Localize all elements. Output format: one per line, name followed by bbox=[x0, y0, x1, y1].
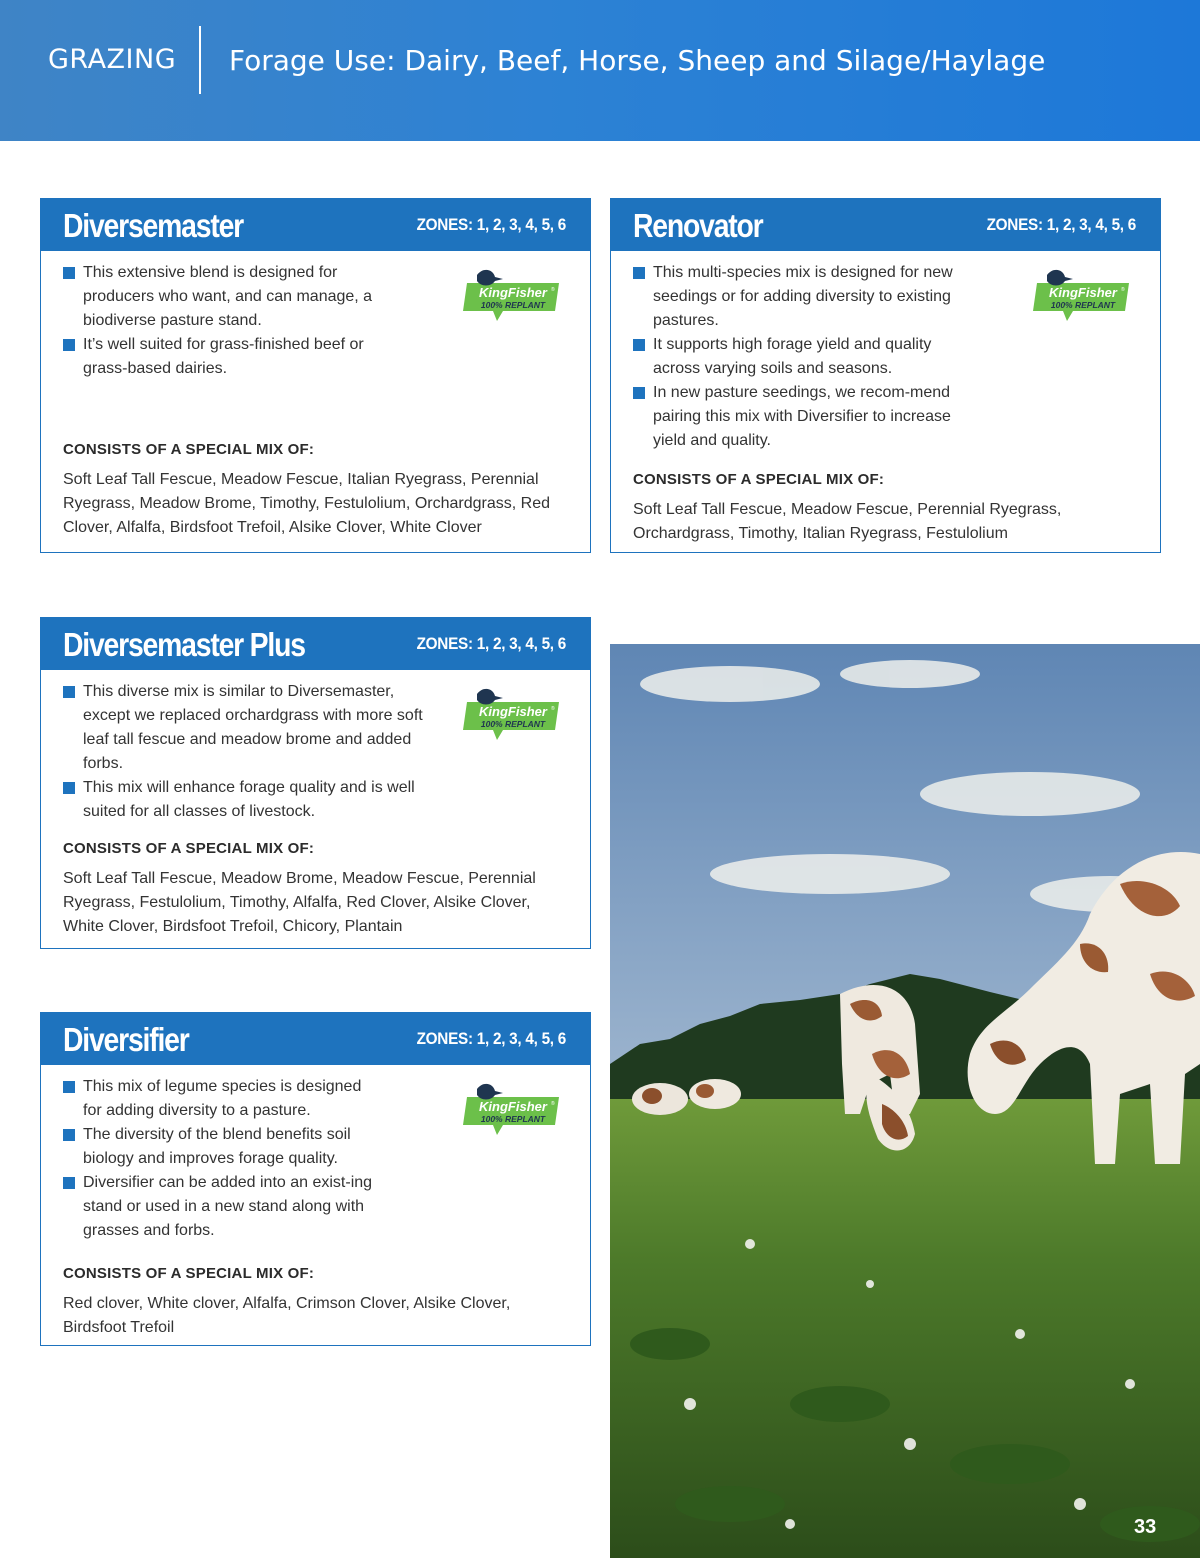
bullet-item: The diversity of the blend benefits soil biology and improves forage quality. bbox=[63, 1123, 383, 1171]
zones-label: ZONES: 1, 2, 3, 4, 5, 6 bbox=[986, 215, 1136, 234]
kingfisher-badge bbox=[1033, 265, 1133, 327]
zones-label: ZONES: 1, 2, 3, 4, 5, 6 bbox=[416, 215, 566, 234]
bullet-item: This diverse mix is similar to Diversemaster, except we replaced orchardgrass with more soft leaf tall fescue and meadow brome and added forbs. bbox=[63, 680, 433, 776]
bullet-item: Diversifier can be added into an exist-ing stand or used in a new stand along with grasses and forbs. bbox=[63, 1171, 383, 1243]
badge-tagline: 100% REPLANT bbox=[1050, 300, 1116, 310]
zones-label: ZONES: 1, 2, 3, 4, 5, 6 bbox=[416, 634, 566, 653]
bullet-list bbox=[63, 680, 433, 824]
badge-brand: KingFisher bbox=[1049, 285, 1117, 300]
header-divider bbox=[199, 26, 201, 94]
page-number: 33 bbox=[1134, 1516, 1157, 1538]
product-name: Diversemaster bbox=[63, 207, 243, 244]
card-header bbox=[41, 618, 590, 670]
cows-grazing-photo bbox=[610, 644, 1200, 1558]
product-card-diversifier bbox=[40, 1012, 591, 1346]
bullet-list bbox=[63, 1075, 383, 1243]
bullet-item: This mix will enhance forage quality and is well suited for all classes of livestock. bbox=[63, 776, 433, 824]
card-header bbox=[41, 1013, 590, 1065]
bullet-square-icon bbox=[63, 1177, 75, 1189]
mix-heading: CONSISTS OF A SPECIAL MIX OF: bbox=[63, 1265, 315, 1282]
mix-heading: CONSISTS OF A SPECIAL MIX OF: bbox=[633, 471, 885, 488]
bullet-item: This extensive blend is designed for producers who want, and can manage, a biodiverse pasture stand. bbox=[63, 261, 383, 333]
kingfisher-logo bbox=[463, 1079, 563, 1141]
kingfisher-badge bbox=[463, 684, 563, 746]
product-name: Diversifier bbox=[63, 1021, 189, 1058]
mix-species: Soft Leaf Tall Fescue, Meadow Fescue, Perennial Ryegrass, Orchardgrass, Timothy, Italian Ryegrass, Festulolium bbox=[633, 501, 1062, 542]
badge-registered-mark: ® bbox=[1121, 287, 1125, 293]
bullet-square-icon bbox=[63, 686, 75, 698]
mix-species: Soft Leaf Tall Fescue, Meadow Brome, Meadow Fescue, Perennial Ryegrass, Festulolium, Timothy, Alfalfa, Red Clover, Alsike Clover, White Clover, Birdsfoot Trefoil, Chicory, Plantain bbox=[63, 870, 536, 935]
kingfisher-logo bbox=[463, 684, 563, 746]
product-name: Renovator bbox=[633, 207, 763, 244]
header-band bbox=[0, 0, 1200, 141]
section-label: GRAZING bbox=[48, 44, 177, 75]
bullet-square-icon bbox=[633, 267, 645, 279]
bullet-square-icon bbox=[633, 339, 645, 351]
badge-registered-mark: ® bbox=[551, 706, 555, 712]
bullet-square-icon bbox=[633, 387, 645, 399]
bullet-square-icon bbox=[63, 1129, 75, 1141]
mix-heading: CONSISTS OF A SPECIAL MIX OF: bbox=[63, 441, 315, 458]
bullet-item: In new pasture seedings, we recom-mend pairing this mix with Diversifier to increase yield and quality. bbox=[633, 381, 963, 453]
page-title: Forage Use: Dairy, Beef, Horse, Sheep and Silage/Haylage bbox=[229, 44, 1046, 77]
kingfisher-logo bbox=[463, 265, 563, 327]
bullet-item: This multi-species mix is designed for new seedings or for adding diversity to existing pastures. bbox=[633, 261, 963, 333]
kingfisher-badge bbox=[463, 265, 563, 327]
product-card-diversemaster-plus bbox=[40, 617, 591, 949]
bullet-list bbox=[633, 261, 963, 453]
mix-species: Soft Leaf Tall Fescue, Meadow Fescue, Italian Ryegrass, Perennial Ryegrass, Meadow Brome, Timothy, Festulolium, Orchardgrass, Red Clover, Alfalfa, Birdsfoot Trefoil, Alsike Clover, White Clover bbox=[63, 471, 550, 536]
bullet-square-icon bbox=[63, 339, 75, 351]
badge-brand: KingFisher bbox=[479, 1099, 547, 1114]
bullet-item: This mix of legume species is designed for adding diversity to a pasture. bbox=[63, 1075, 383, 1123]
bullet-square-icon bbox=[63, 1081, 75, 1093]
mix-heading: CONSISTS OF A SPECIAL MIX OF: bbox=[63, 840, 315, 857]
badge-tagline: 100% REPLANT bbox=[480, 719, 546, 729]
kingfisher-badge bbox=[463, 1079, 563, 1141]
mix-species: Red clover, White clover, Alfalfa, Crimson Clover, Alsike Clover, Birdsfoot Trefoil bbox=[63, 1295, 511, 1336]
badge-registered-mark: ® bbox=[551, 1101, 555, 1107]
bullet-list bbox=[63, 261, 383, 381]
product-name: Diversemaster Plus bbox=[63, 626, 305, 663]
badge-brand: KingFisher bbox=[479, 285, 547, 300]
card-header bbox=[41, 199, 590, 251]
badge-registered-mark: ® bbox=[551, 287, 555, 293]
kingfisher-logo bbox=[1033, 265, 1133, 327]
card-header bbox=[611, 199, 1160, 251]
badge-tagline: 100% REPLANT bbox=[480, 1114, 546, 1124]
product-card-diversemaster bbox=[40, 198, 591, 553]
bullet-square-icon bbox=[63, 267, 75, 279]
product-card-renovator bbox=[610, 198, 1161, 553]
badge-tagline: 100% REPLANT bbox=[480, 300, 546, 310]
bullet-item: It supports high forage yield and quality across varying soils and seasons. bbox=[633, 333, 963, 381]
zones-label: ZONES: 1, 2, 3, 4, 5, 6 bbox=[416, 1029, 566, 1048]
bullet-item: It’s well suited for grass-finished beef or grass-based dairies. bbox=[63, 333, 383, 381]
badge-brand: KingFisher bbox=[479, 704, 547, 719]
bullet-square-icon bbox=[63, 782, 75, 794]
